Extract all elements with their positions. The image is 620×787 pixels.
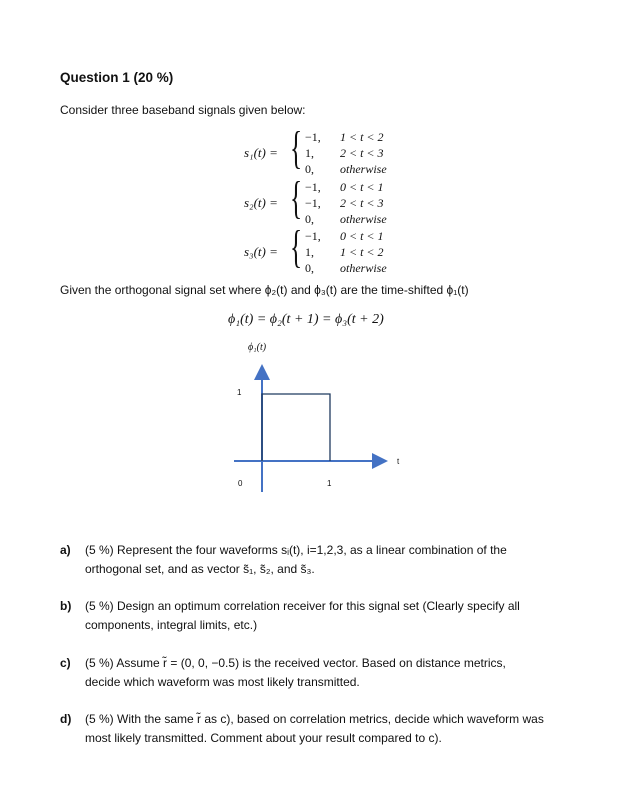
s3-cond-3: otherwise — [340, 261, 387, 275]
x-tick-label: 1 — [327, 479, 332, 488]
s3-cond-2: 1 < t < 2 — [340, 245, 384, 259]
s1-lhs: s₁(t) = — [244, 145, 278, 160]
s1-cond-2: 2 < t < 3 — [340, 146, 384, 160]
s3-cond-1: 0 < t < 1 — [340, 229, 384, 243]
basis-equation: ϕ₁(t) = ϕ₂(t + 1) = ϕ₃(t + 2) — [228, 312, 384, 327]
s2-cond-3: otherwise — [340, 212, 387, 226]
s3-val-2: 1, — [305, 245, 314, 259]
s2-lhs: s₂(t) = — [244, 195, 278, 210]
phi1-pulse — [262, 394, 330, 461]
s2-cond-1: 0 < t < 1 — [340, 180, 384, 194]
s2-val-3: 0, — [305, 212, 314, 226]
s1-val-2: 1, — [305, 146, 314, 160]
plot-ylabel: ϕ₁(t) — [248, 342, 267, 353]
part-d-line2: most likely transmitted. Comment about your result compared to c). — [85, 731, 442, 745]
part-c-line2: decide which waveform was most likely transmitted. — [85, 675, 360, 689]
s1-cond-3: otherwise — [340, 162, 387, 176]
part-a-line1: (5 %) Represent the four waveforms sᵢ(t), i=1,2,3, as a linear combination of the — [85, 543, 507, 557]
s3-brace: { — [290, 221, 303, 272]
part-b-line2: components, integral limits, etc.) — [85, 618, 258, 632]
question-title: Question 1 (20 %) — [60, 70, 174, 85]
part-c-label: c) — [60, 656, 71, 670]
origin-label: 0 — [238, 479, 243, 488]
intro-text: Consider three baseband signals given below: — [60, 103, 306, 117]
part-d-line1: (5 %) With the same r̃ as c), based on correlation metrics, decide which waveform was — [85, 712, 544, 726]
x-axis-label: t — [397, 457, 400, 466]
part-a-label: a) — [60, 543, 71, 557]
s1-brace: { — [290, 122, 303, 173]
s1-cond-1: 1 < t < 2 — [340, 130, 384, 144]
s2-val-2: −1, — [305, 196, 321, 210]
s2-val-1: −1, — [305, 180, 321, 194]
basis-sentence: Given the orthogonal signal set where ϕ₂(t) and ϕ₃(t) are the time-shifted ϕ₁(t) — [60, 283, 469, 297]
part-d-label: d) — [60, 712, 72, 726]
s3-lhs: s₃(t) = — [244, 244, 278, 259]
part-c-line1: (5 %) Assume r̃ = (0, 0, −0.5) is the received vector. Based on distance metrics, — [85, 656, 506, 670]
s2-cond-2: 2 < t < 3 — [340, 196, 384, 210]
part-b-line1: (5 %) Design an optimum correlation receiver for this signal set (Clearly specify all — [85, 599, 520, 613]
s1-val-1: −1, — [305, 130, 321, 144]
s3-val-1: −1, — [305, 229, 321, 243]
y-tick-label: 1 — [237, 388, 242, 397]
part-a-line2: orthogonal set, and as vector s̃₁, s̃₂, and s̃₃. — [85, 562, 315, 576]
part-b-label: b) — [60, 599, 72, 613]
s2-brace: { — [290, 172, 303, 223]
s1-val-3: 0, — [305, 162, 314, 176]
s3-val-3: 0, — [305, 261, 314, 275]
